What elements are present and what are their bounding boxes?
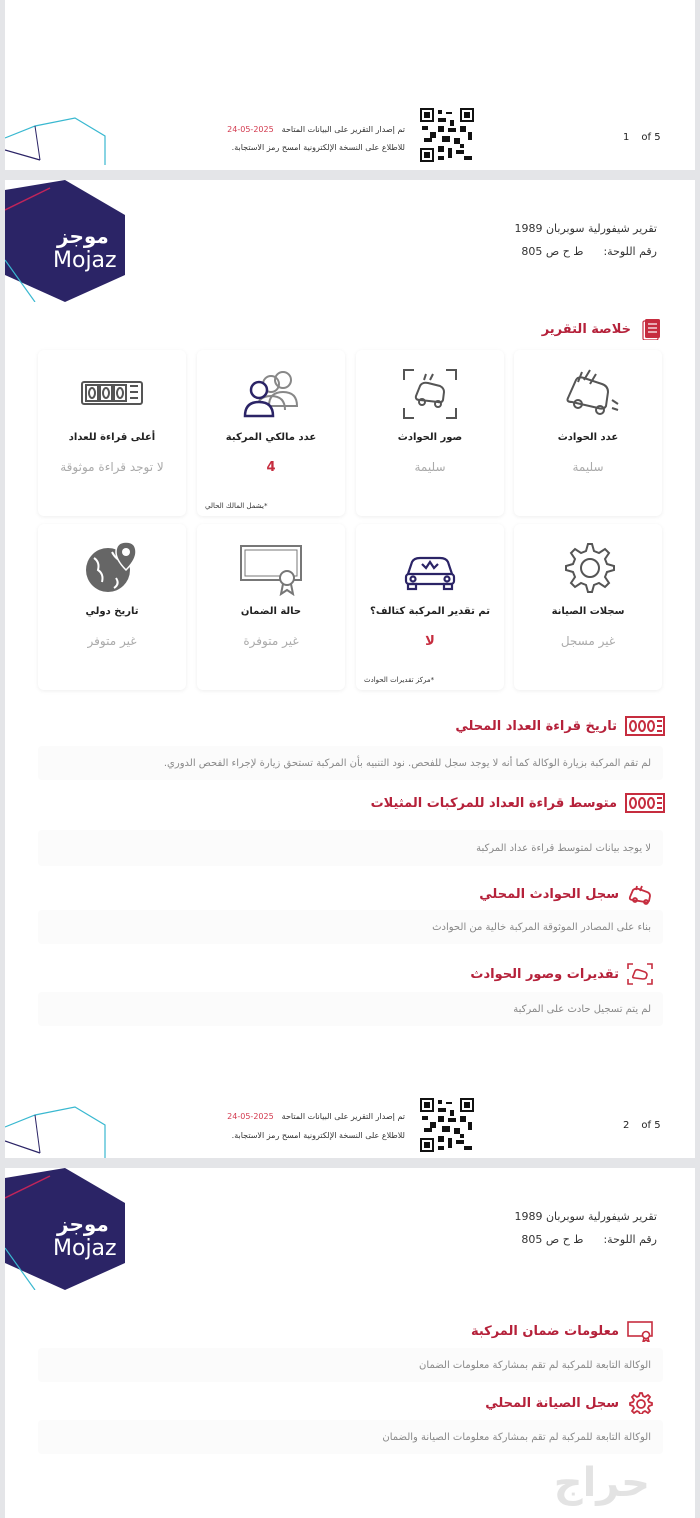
plate-value: ط ح ص 805 (521, 1233, 584, 1246)
accident-record-note: بناء على المصادر الموثوقة المركبة خالية من الحوادث (38, 910, 663, 944)
card-label: عدد مالكي المركبة (225, 432, 317, 443)
footer-decoration (5, 110, 115, 170)
issued-label: تم إصدار التقرير على البيانات المتاحة (281, 125, 405, 134)
plate-label: رقم اللوحة: (603, 245, 657, 258)
accident-estimates-note: لم يتم تسجيل حادث على المركبة (38, 992, 663, 1026)
plate-line (521, 245, 657, 258)
scan-note: للاطلاع على النسخة الإلكترونية امسح رمز الاستجابة. (231, 1131, 405, 1140)
maintenance-record-title: سجل الصيانة المحلي (485, 1392, 653, 1414)
certificate-red-icon (627, 1320, 653, 1342)
page-1-footer (5, 0, 695, 170)
issued-date: 2025-05-24 (227, 1112, 274, 1121)
plate-line (521, 1233, 657, 1246)
logo-english: Mojaz (53, 248, 117, 273)
logo-english: Mojaz (53, 1236, 117, 1261)
owners-icon (239, 366, 303, 422)
odometer-history-title: تاريخ قراءة العداد المحلي (455, 715, 665, 737)
gear-icon (556, 540, 620, 596)
summary-title: خلاصة التقرير (542, 318, 665, 340)
scan-note: للاطلاع على النسخة الإلكترونية امسح رمز الاستجابة. (231, 143, 405, 152)
card-accident-photos (356, 350, 504, 516)
accident-photo-icon (398, 366, 462, 422)
card-value: غير متوفرة (243, 634, 299, 648)
odometer-red-icon (625, 792, 665, 814)
gear-red-icon (627, 1392, 653, 1414)
report-title: تقرير شيفورلية سوبربان 1989 (514, 222, 657, 235)
card-total-loss (356, 524, 504, 690)
card-accidents-count (514, 350, 662, 516)
card-international-history (38, 524, 186, 690)
maintenance-record-note: الوكالة التابعة للمركبة لم تقم بمشاركة معلومات الصيانة والضمان (38, 1420, 663, 1454)
odometer-history-note: لم تقم المركبة بزيارة الوكالة كما أنه لا يوجد سجل للفحص. نود التنبيه بأن المركبة تستحق زيارة لإجراء الفحص الدوري. (38, 746, 663, 780)
odometer-avg-note: لا يوجد بيانات لمتوسط قراءة عداد المركبة (38, 830, 663, 866)
odometer-icon (80, 366, 144, 422)
certificate-icon (239, 540, 303, 596)
car-crash-icon (556, 366, 620, 422)
issued-label: تم إصدار التقرير على البيانات المتاحة (281, 1112, 405, 1121)
card-note: *يشمل المالك الحالي (205, 502, 268, 510)
card-label: تم تقدير المركبة كتالف؟ (370, 606, 490, 617)
globe-pin-icon (80, 540, 144, 596)
card-value: غير مسجل (560, 634, 616, 648)
card-value: غير متوفر (87, 634, 137, 648)
page-number: 2 of 5 (623, 1120, 661, 1131)
report-doc-icon (639, 318, 665, 340)
card-label: حالة الضمان (240, 606, 302, 617)
report-title: تقرير شيفورلية سوبربان 1989 (514, 1210, 657, 1223)
plate-value: ط ح ص 805 (521, 245, 584, 258)
plate-label: رقم اللوحة: (603, 1233, 657, 1246)
warranty-info-note: الوكالة التابعة للمركبة لم تقم بمشاركة معلومات الضمان (38, 1348, 663, 1382)
card-value: لا (425, 634, 435, 649)
card-warranty-status (197, 524, 345, 690)
card-highest-odometer (38, 350, 186, 516)
logo-arabic: موجز (57, 1212, 109, 1236)
qr-code-icon (420, 1098, 474, 1152)
odometer-avg-title: متوسط قراءة العداد للمركبات المثيلات (371, 792, 665, 814)
accident-estimates-title: تقديرات وصور الحوادث (470, 963, 653, 985)
crash-red-icon (627, 883, 653, 905)
crash-photo-red-icon (627, 963, 653, 985)
card-label: عدد الحوادث (557, 432, 619, 443)
odometer-red-icon (625, 715, 665, 737)
card-value: سليمة (414, 460, 446, 474)
card-label: تاريخ دولي (85, 606, 139, 617)
card-label: أعلى قراءة للعداد (68, 432, 156, 443)
card-value: سليمة (572, 460, 604, 474)
issue-line (227, 125, 405, 134)
warranty-info-title: معلومات ضمان المركبة (471, 1320, 653, 1342)
page-2 (5, 180, 695, 1158)
qr-code-icon (420, 108, 474, 162)
issue-line (227, 1112, 405, 1121)
logo-arabic: موجز (57, 224, 109, 248)
card-value: لا توجد قراءة موثوقة (60, 460, 164, 474)
card-maintenance-records (514, 524, 662, 690)
watermark: حراج (553, 1460, 650, 1506)
card-label: صور الحوادث (397, 432, 463, 443)
card-note: *مركز تقديرات الحوادث (364, 676, 435, 684)
footer-decoration (5, 1105, 115, 1158)
page-number: 1 of 5 (623, 132, 661, 143)
accident-record-title: سجل الحوادث المحلي (479, 883, 653, 905)
damaged-car-icon (398, 540, 462, 596)
issued-date: 2025-05-24 (227, 125, 274, 134)
card-label: سجلات الصيانة (551, 606, 625, 617)
card-value: 4 (266, 460, 276, 475)
card-owners-count (197, 350, 345, 516)
